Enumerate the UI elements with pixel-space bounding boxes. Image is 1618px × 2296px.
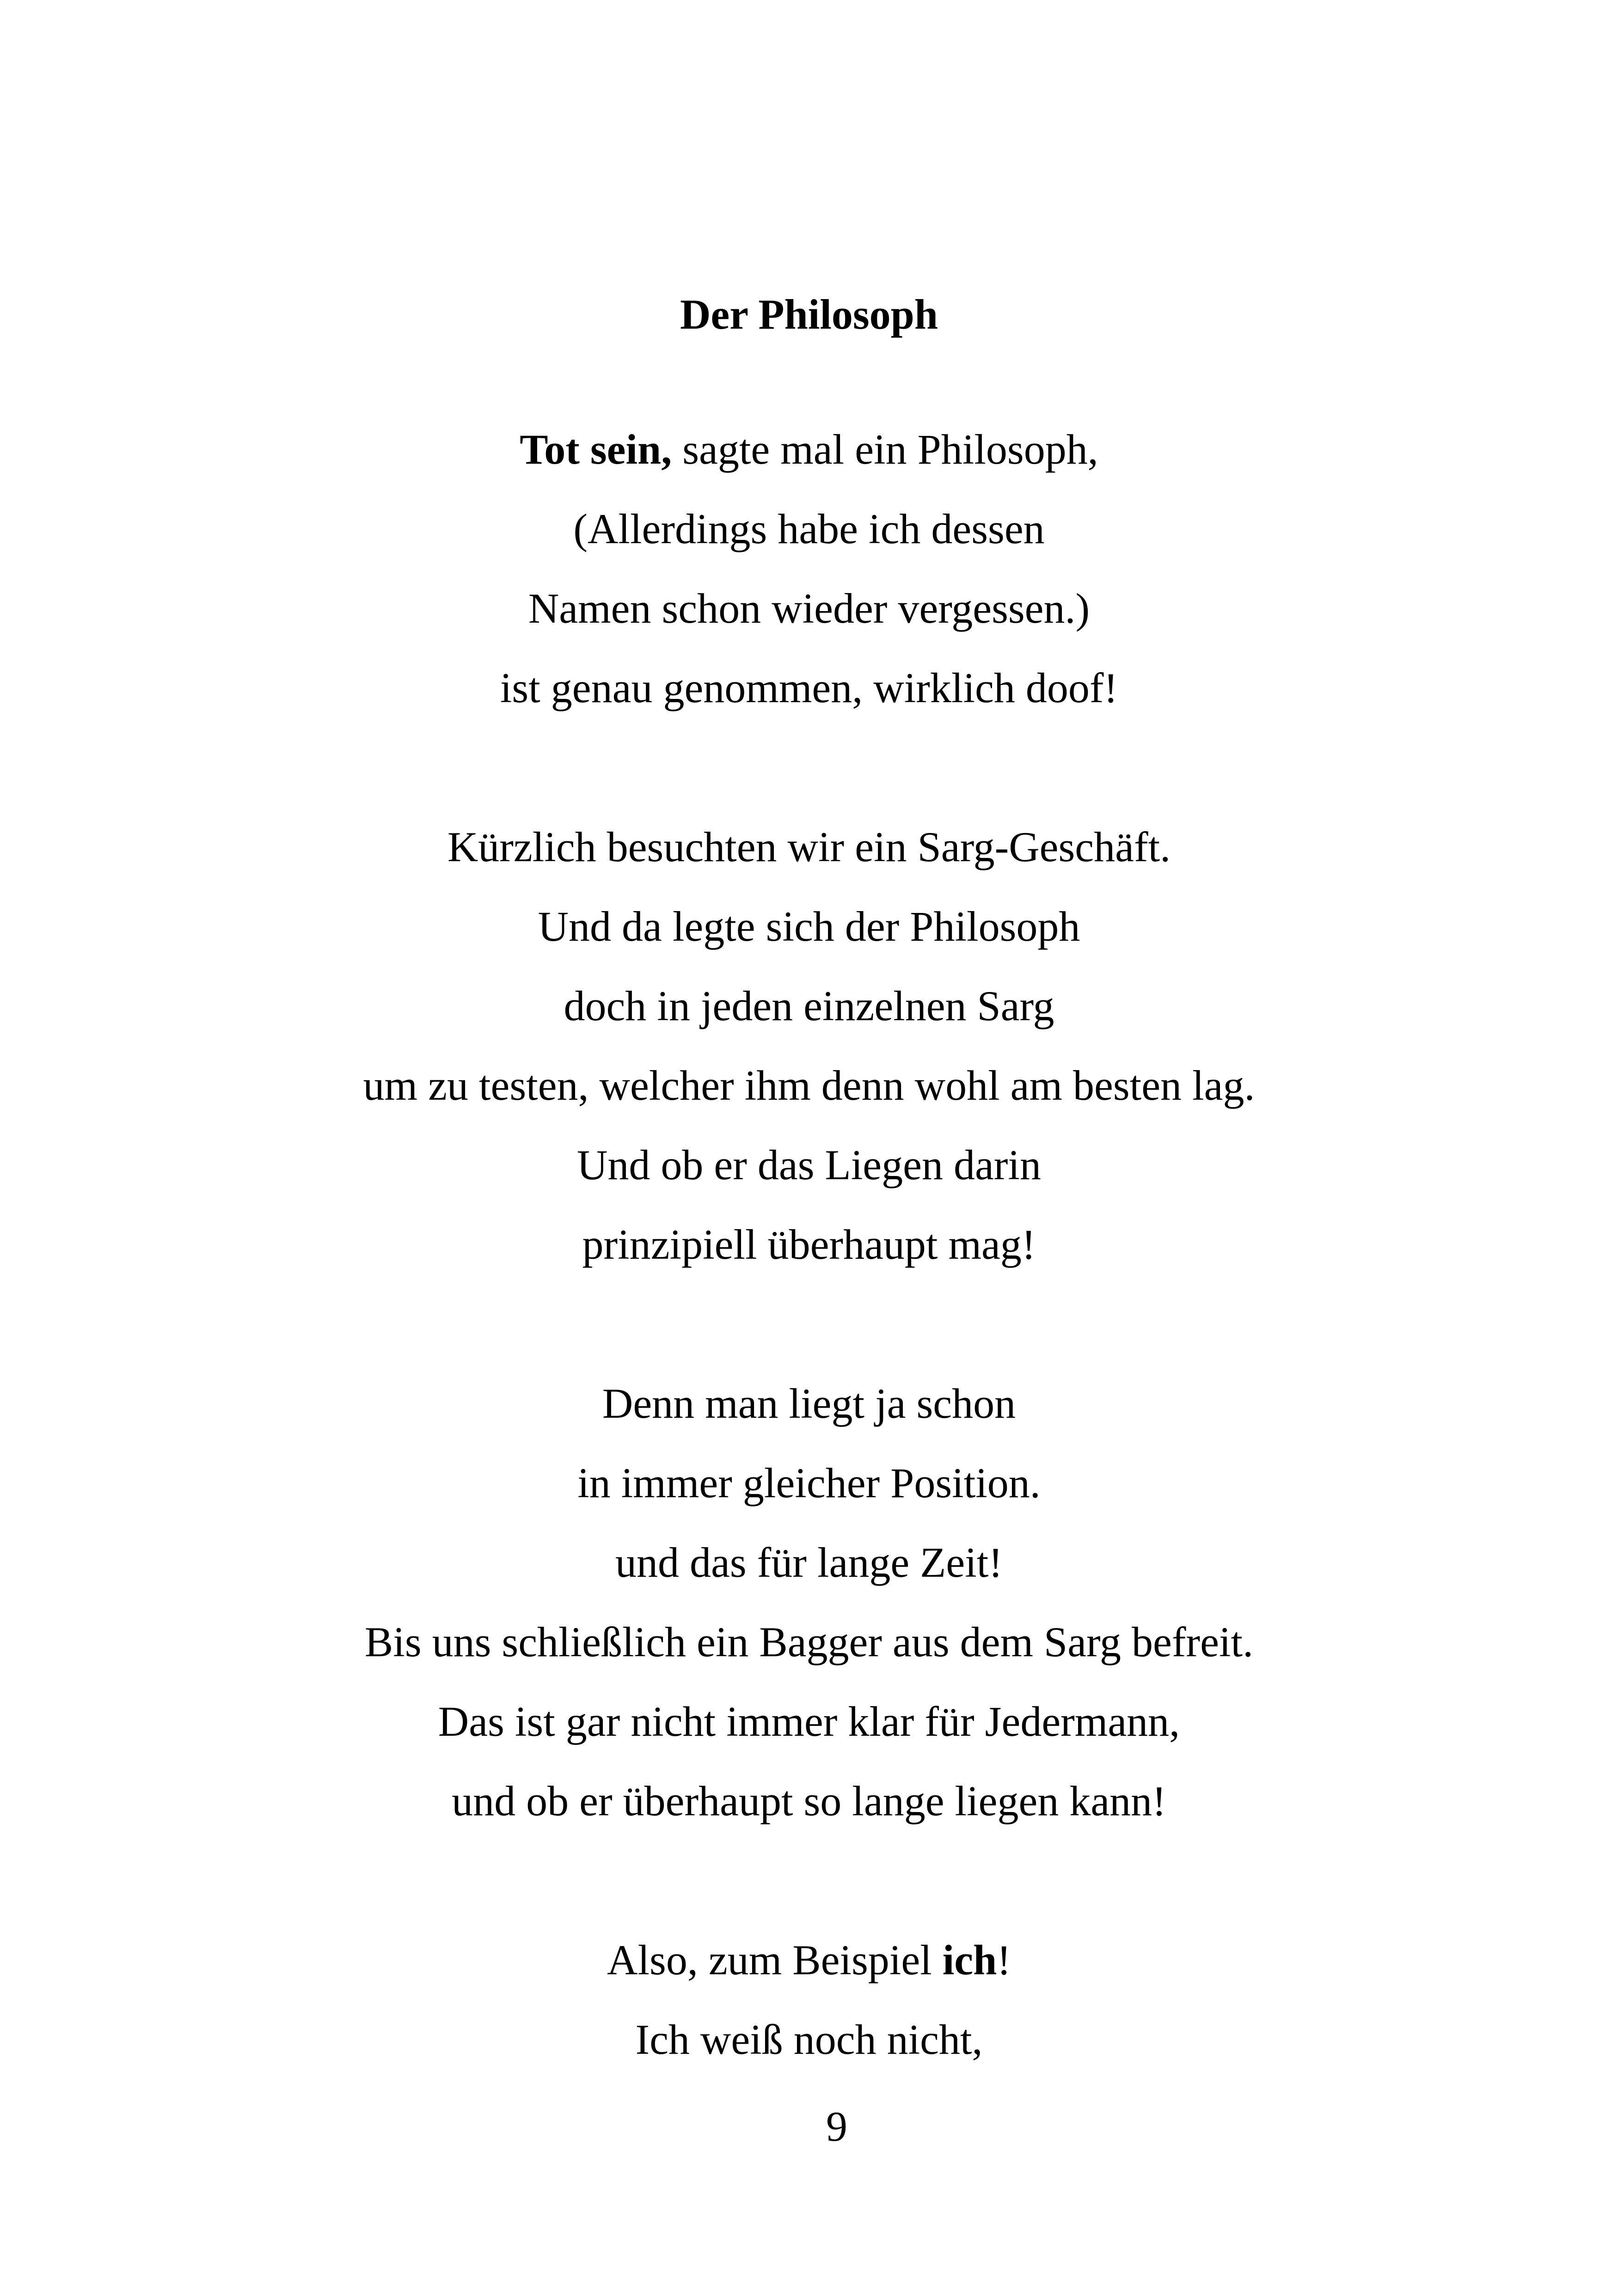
stanza-2-line-1: Kürzlich besuchten wir ein Sarg-Geschäft. [447, 823, 1171, 870]
stanza-4-line-1 [0, 1932, 1618, 1988]
stanza-1-line-4: ist genau genommen, wirklich doof! [500, 664, 1118, 711]
stanza-2-line-3: doch in jeden einzelnen Sarg [564, 982, 1054, 1029]
stanza-4-line-2: Ich weiß noch nicht, [635, 2016, 983, 2063]
stanza-3-line-2: in immer gleicher Position. [577, 1459, 1041, 1506]
bold-word: ich [942, 1936, 997, 1984]
stanza-2-line-6: prinzipiell überhaupt mag! [582, 1221, 1036, 1268]
stanza-3-line-3: und das für lange Zeit! [615, 1539, 1003, 1586]
stanza-1-line-1 [0, 422, 1618, 477]
poem-title: Der Philosoph [680, 291, 938, 338]
stanza-2-line-4: um zu testen, welcher ihm denn wohl am besten lag. [363, 1062, 1255, 1109]
stanza-1-line-3: Namen schon wieder vergessen.) [528, 585, 1090, 632]
line-text: ! [997, 1936, 1011, 1984]
stanza-3-line-5: Das ist gar nicht immer klar für Jedermann, [438, 1698, 1180, 1745]
stanza-3-line-1: Denn man liegt ja schon [602, 1380, 1016, 1427]
line-text: Also, zum Beispiel [607, 1936, 943, 1984]
page-number: 9 [826, 2103, 847, 2150]
stanza-3-line-4: Bis uns schließlich ein Bagger aus dem Sarg befreit. [364, 1618, 1254, 1665]
stanza-2-line-2: Und da legte sich der Philosoph [538, 903, 1080, 950]
stanza-1-line-2: (Allerdings habe ich dessen [573, 505, 1045, 552]
bold-phrase: Tot sein, [520, 426, 672, 473]
line-text: sagte mal ein Philosoph, [672, 426, 1098, 473]
stanza-2-line-5: Und ob er das Liegen darin [576, 1141, 1041, 1188]
stanza-3-line-6: und ob er überhaupt so lange liegen kann! [452, 1777, 1166, 1825]
